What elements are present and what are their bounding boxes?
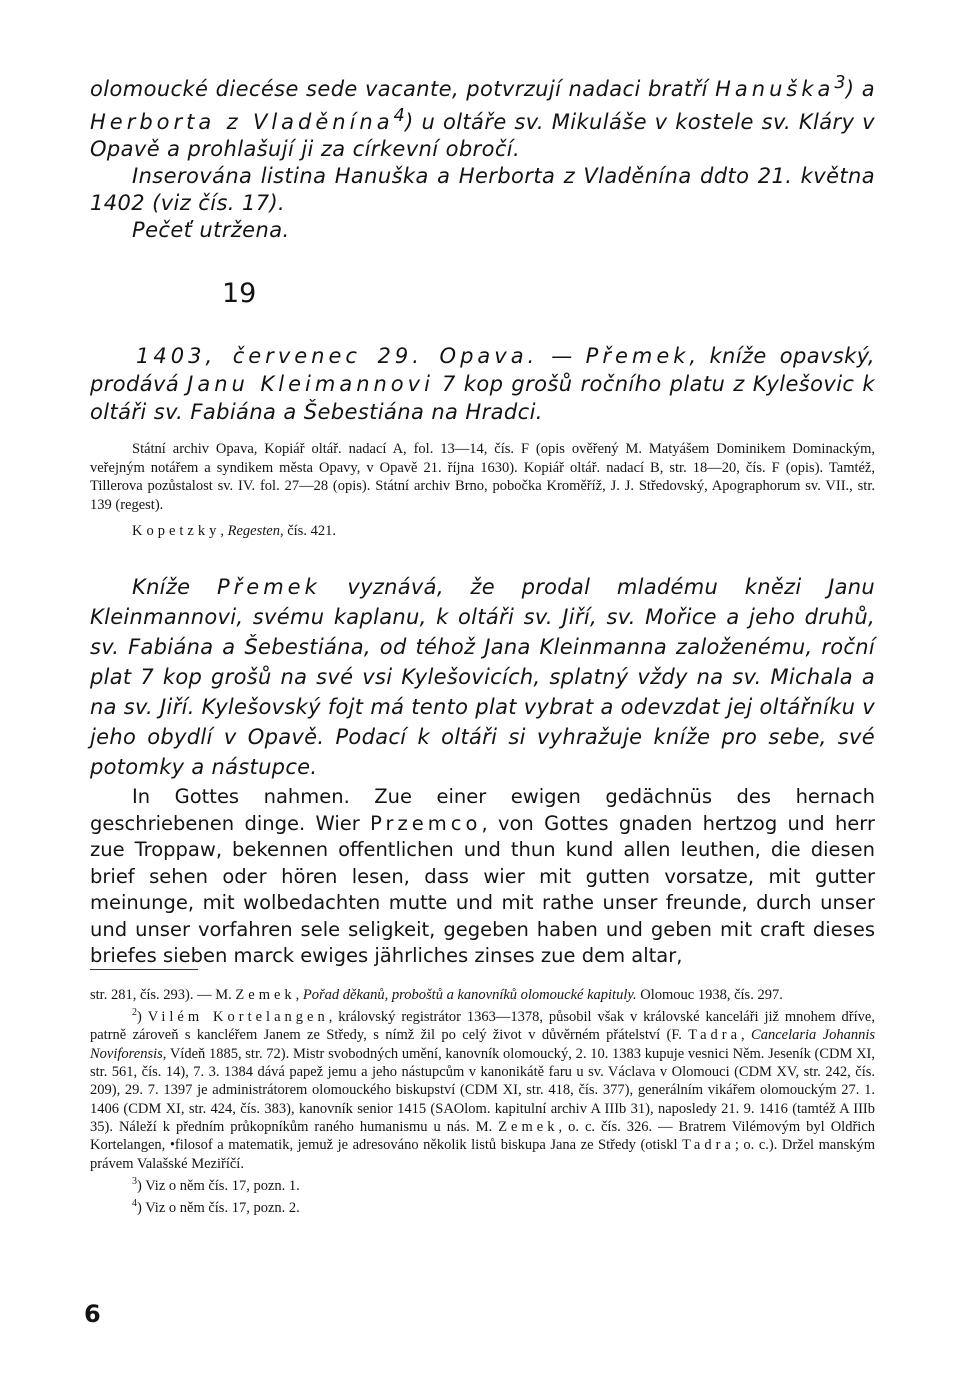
name-przemco: Przemco bbox=[370, 811, 482, 835]
footnote-mark: 2 bbox=[132, 1007, 137, 1019]
seal-note: Pečeť utržena. bbox=[132, 218, 290, 242]
footnote-mark: 4 bbox=[132, 1197, 137, 1209]
regest-dash: — bbox=[538, 344, 586, 368]
author-kopetzky: Kopetzky bbox=[132, 523, 221, 539]
regest bbox=[90, 342, 875, 426]
author-zemek: Zemek bbox=[235, 987, 296, 1003]
work-title: Cancelaria Johannis Noviforensis bbox=[90, 1027, 876, 1062]
regest-text: , kníže opavský, prodává bbox=[90, 344, 875, 396]
work-regesten: Regesten bbox=[227, 523, 280, 539]
footnote-text: ) Viz o něm čís. 17, pozn. 2. bbox=[137, 1199, 300, 1216]
footnote-text: Olomouc 1938, čís. 297. bbox=[636, 987, 783, 1003]
footnote-text: , o. c. čís. 326. — Bratrem Vilémovým byl Oldřich Kortelangen, •filosof a matematik, jemuž je adresováno několik listů biskupa Jana ze Středy (otiskl bbox=[90, 1118, 875, 1154]
name-jan-kleimann: Janu Kleimannovi bbox=[187, 372, 434, 396]
footnote-mark: 3 bbox=[132, 1175, 137, 1187]
footnote-text: , královský registrátor 1363—1378, působil však v královské kanceláři již mnohem dříve, patrně zároveň s kancléřem Janem ze Středy, s nímž žil po celý život v důvěrném přátelství (F. bbox=[90, 1009, 875, 1044]
regest-date: 1403, červenec 29. Opava. bbox=[136, 344, 539, 368]
author-tadra: Tadra bbox=[688, 1027, 742, 1044]
author-tadra: Tadra bbox=[682, 1137, 735, 1154]
work-title: Pořad děkanů, proboštů a kanovníků olomoucké kapituly. bbox=[302, 987, 637, 1003]
inserted-note: Inserována listina Hanuška a Herborta z Vladěnína ddto 21. května 1402 (viz čís. 17). bbox=[90, 164, 875, 215]
name-kortelangen: Vilém Kortelangen bbox=[147, 1009, 329, 1026]
header-text: ) a bbox=[845, 77, 875, 101]
regest-text: 7 kop grošů ročního platu z Kylešovic k oltáři sv. Fabiána a Šebestiána na Hradci. bbox=[90, 372, 875, 424]
footnote-ref: 3 bbox=[834, 73, 846, 93]
name-herbort: Herborta z Vladěnína bbox=[90, 110, 394, 134]
german-text bbox=[90, 784, 875, 970]
footnote-continued bbox=[90, 986, 875, 1004]
header-paragraph bbox=[90, 70, 875, 163]
document-number: 19 bbox=[222, 278, 257, 309]
archive-text: Státní archiv Opava, Kopiář oltář. nadací A, fol. 13—14, čís. F (opis ověřený M. Matyášem Dominikem Dominackým, veřejným notářem a syndikem města Opavy, v Opavě 21. října 1630). Kopiář oltář. nadací B, str. 18—20, čís. F (opis). Tamtéž, Tillerova pozůstalost sv. IV. fol. 27—28 (opis). Státní archiv Brno, pobočka Kroměříž, J. J. Středovský, Apographorum sv. VII., str. 139 (regest). bbox=[90, 441, 875, 513]
footnote-4 bbox=[90, 1195, 875, 1217]
german-text-part: In Gottes nahmen. Zue einer ewigen gedächnüs des hernach geschriebenen dinge. Wier bbox=[90, 785, 875, 835]
header-text: ) u oltáře sv. Mikuláše v kostele sv. Kláry v Opavě a prohlašují ji za církevní obročí. bbox=[90, 110, 875, 161]
summary-paragraph bbox=[90, 572, 875, 782]
header-text: olomoucké diecése sede vacante, potvrzují nadaci bratří bbox=[90, 77, 716, 101]
footnote-text: ) Viz o něm čís. 17, pozn. 1. bbox=[137, 1177, 300, 1194]
footnote-text: ; o. c.). Držel manským právem Valašské Meziříčí. bbox=[90, 1137, 875, 1172]
footnote-text: , bbox=[295, 987, 303, 1003]
footnotes bbox=[90, 986, 875, 1217]
reference-number: , čís. 421. bbox=[279, 523, 336, 539]
summary-text: vyznává, že prodal mladému knězi Janu Kleinmannovi, svému kaplanu, k oltáři sv. Jiří, sv. Mořice a jeho druhů, sv. Fabiána a Šebestiána, od téhož Jana Kleinmanna založenému, roční plat 7 kop grošů na své vsi Kylešovicích, splatný vždy na sv. Michala a na sv. Jiří. Kylešovský fojt má tento plat vybrat a odevzdat jej oltářníku v jeho obydlí v Opavě. Podací k oltáři si vyhražuje kníže pro sebe, své potomky a nástupce. bbox=[90, 575, 875, 779]
summary-text: Kníže bbox=[132, 575, 217, 599]
footnote-text: , Vídeň 1885, str. 72). Mistr svobodných umění, kanovník olomoucký, 2. 10. 1383 kupuje vesnici Něm. Jeseník (CDM XI, str. 561, čís. 14), 7. 3. 1384 dává papež jemu a jeho nástupcům v kanonikátě faru u sv. Václava v Olomouci (CDM XV, str. 242, čís. 209), 29. 7. 1397 je administrátorem olomouckého biskupství (CDM XI, str. 418, čís. 377), generálním vikářem olomouckým 27. 1. 1406 (CDM XI, str. 424, čís. 383), kanovník senior 1415 (SAOlom. kapitulní archiv A IIIb 31), naposledy 21. 9. 1416 (tamtéž A IIIb 35). Náleží k předním průkopníkům raného humanismu u nás. M. bbox=[90, 1045, 875, 1135]
footnote-ref: 4 bbox=[393, 106, 406, 126]
footnote-text: , bbox=[741, 1027, 752, 1044]
german-text-part: , von Gottes gnaden hertzog und herr zue Troppaw, bekennen offentlichen und thun kund allen leuthen, die diesen brief sehen oder hören lesen, dass wier mit gutten vorsatze, mit gutter meinunge, mit wolbedachten mutte und mit rathe unser freunde, durch unser und unser vorfahren sele seligkeit, gegeben haben und geben mit craft dieses briefes sieben marck ewiges jährliches zinses zue dem altar, bbox=[90, 811, 875, 967]
header-block bbox=[90, 70, 875, 244]
name-premek: Přemek bbox=[585, 344, 690, 368]
author-zemek: Zemek bbox=[498, 1118, 559, 1135]
kopetzky-reference: Kopetzky, Regesten, čís. 421. bbox=[132, 523, 336, 539]
footnote-rule bbox=[90, 969, 198, 970]
footnote-2: $^2$) Vilém Kortelangen, královský registrátor 1363—1378, působil však v královské kanceláři již mnohem dříve, patrně zároveň s kancléřem Janem ze Středy, s nímž žil po celý život v důvěrném přátelství (F. Tadra, Cancelaria Johannis Noviforensis, Vídeň 1885, str. 72). Mistr svobodných umění, kanovník olomoucký, 2. 10. 1383 kupuje vesnici Něm. Jeseník (CDM XI, str. 561, čís. 14), 7. 3. 1384 dává papež jemu a jeho nástupcům v kanonikátě faru u sv. Václava v Olomouci (CDM XV, str. 242, čís. 209), 29. 7. 1397 je administrátorem olomouckého biskupství (CDM XI, str. 418, čís. 377), generálním vikářem olomouckým 27. 1. 1406 (CDM XI, str. 424, čís. 383), kanovník senior 1415 (SAOlom. kapitulní archiv A IIIb 31), naposledy 21. 9. 1416 (tamtéž A IIIb 35). Náleží k předním průkopníkům raného humanismu u nás. M. Zemek, o. c. čís. 326. — Bratrem Vilémovým byl Oldřich Kortelangen, •filosof a matematik, jemuž je adresováno několik listů biskupa Jana ze Středy (otiskl Tadra; o. c.). Držel manským právem Valašské Meziříčí. bbox=[90, 1007, 876, 1172]
archive-sources bbox=[90, 440, 875, 541]
name-premek: Přemek bbox=[216, 575, 321, 599]
footnote-text: str. 281, čís. 293). — M. bbox=[90, 987, 236, 1003]
page-number: 6 bbox=[84, 1300, 101, 1328]
name-hanusek: Hanuška bbox=[715, 77, 835, 101]
footnote-3 bbox=[90, 1173, 875, 1195]
